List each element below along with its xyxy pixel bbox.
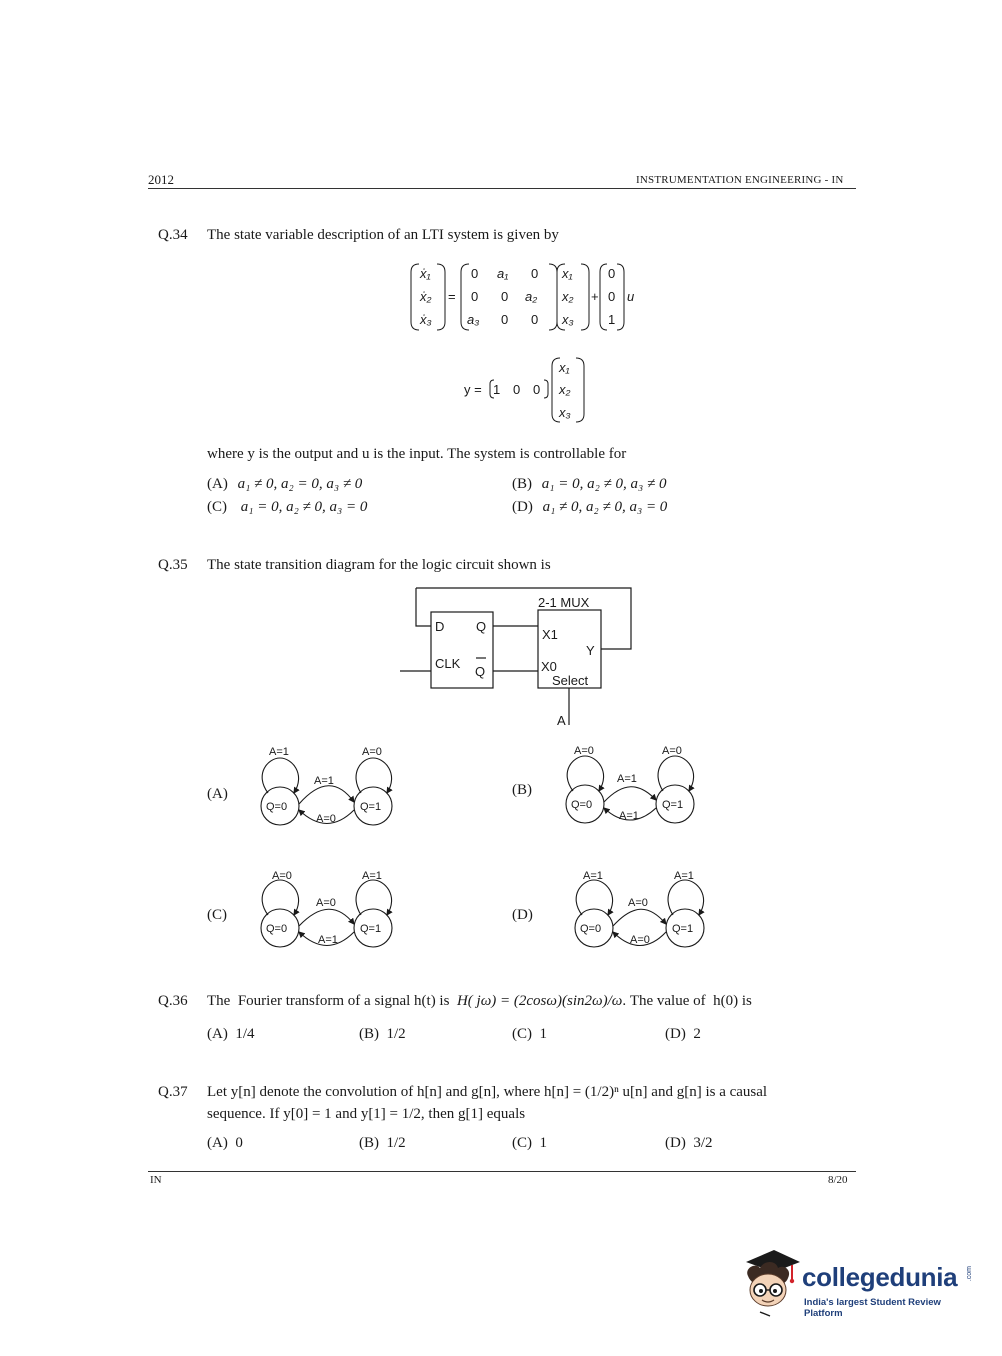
label-s1: Q=1 — [672, 923, 694, 935]
q34-option-c-label: (C) — [207, 499, 227, 515]
label-s1: Q=1 — [360, 923, 382, 935]
q34-option-d-label: (D) — [512, 499, 533, 515]
q35-diagram-a — [250, 742, 410, 834]
label-self1: A=1 — [674, 870, 694, 882]
q34-option-b-label: (B) — [512, 476, 532, 492]
q34-y-lhs: y = — [464, 382, 482, 397]
q34-lhs-3: ẋ₃ — [420, 312, 432, 327]
q34-A-23: a₂ — [525, 289, 538, 304]
label-top: A=0 — [316, 897, 336, 909]
self-loop-q1 — [356, 880, 392, 915]
q34-A-21: 0 — [471, 289, 479, 304]
mux-a-label: A — [557, 713, 566, 728]
q34-yx-1: x₁ — [559, 360, 570, 375]
mux-y-label: Y — [586, 643, 595, 658]
option-text: 3/2 — [693, 1135, 713, 1151]
q34-x-3: x₃ — [562, 312, 574, 327]
q34-option-c-text: a₁ = 0, a₂ ≠ 0, a₃ = 0 — [240, 499, 368, 515]
q36-text-a: The Fourier transform of a signal h(t) is — [207, 993, 450, 1009]
option-label: (D) — [665, 1135, 686, 1151]
d-input-wire — [416, 588, 431, 626]
label-bottom: A=1 — [619, 810, 639, 822]
label-self0: A=0 — [272, 870, 292, 882]
q34-option-d[interactable] — [512, 499, 667, 516]
option-text: 1/2 — [386, 1135, 406, 1151]
q34-state-equation — [405, 260, 645, 336]
label-s0: Q=0 — [266, 801, 288, 813]
q35-diagram-d — [565, 864, 725, 956]
option-text: 1/2 — [386, 1026, 406, 1042]
self-loop-q0 — [576, 880, 612, 915]
q36-text-b: . The value of h(0) is — [622, 993, 752, 1009]
q37-option-d[interactable] — [665, 1135, 713, 1152]
logo-dotcom: .com — [966, 1266, 973, 1282]
footer-code: IN — [150, 1174, 162, 1186]
q35-diagram-c — [250, 864, 410, 956]
q34-A-22: 0 — [501, 289, 509, 304]
transition-top — [299, 909, 354, 926]
q35-logic-circuit — [395, 585, 640, 730]
label-top: A=0 — [628, 897, 648, 909]
q34-A-11: 0 — [471, 266, 479, 281]
q34-B-2: 0 — [608, 289, 616, 304]
q34-number: Q.34 — [158, 227, 188, 243]
collegedunia-logo[interactable] — [740, 1246, 980, 1326]
q36-option-c[interactable] — [512, 1026, 547, 1043]
self-loop-q0 — [567, 756, 603, 791]
option-label: (A) — [207, 1026, 228, 1042]
header-paper-title: INSTRUMENTATION ENGINEERING - IN — [636, 174, 844, 186]
label-self0: A=1 — [583, 870, 603, 882]
label-s0: Q=0 — [266, 923, 288, 935]
self-loop-q1 — [658, 756, 694, 791]
q36-option-b[interactable] — [359, 1026, 406, 1043]
ff-qbar-label: Q — [475, 664, 486, 679]
option-text: 2 — [693, 1026, 701, 1042]
self-loop-q0 — [262, 758, 298, 793]
q34-B-3: 1 — [608, 312, 616, 327]
self-loop-q1 — [356, 758, 392, 793]
q34-option-c[interactable] — [207, 499, 367, 516]
q34-x-2: x₂ — [562, 289, 574, 304]
q34-lhs-2: ẋ₂ — [420, 289, 432, 304]
label-self0: A=1 — [269, 746, 289, 758]
option-text: 0 — [235, 1135, 243, 1151]
q36-number: Q.36 — [158, 993, 188, 1009]
q34-option-a-label: (A) — [207, 476, 228, 492]
q37-option-b[interactable] — [359, 1135, 406, 1152]
option-label: (B) — [359, 1026, 379, 1042]
option-label: (A) — [207, 1135, 228, 1151]
mux-x0-label: X0 — [541, 659, 557, 674]
header-rule — [148, 188, 856, 189]
q34-lhs-1: ẋ₁ — [420, 266, 431, 281]
q34-option-b-text: a₁ = 0, a₂ ≠ 0, a₃ ≠ 0 — [541, 476, 667, 492]
q35-option-c-label[interactable]: (C) — [207, 907, 227, 923]
q34-A-33: 0 — [531, 312, 539, 327]
q34-C-2: 0 — [513, 382, 521, 397]
q34-yx-3: x₃ — [559, 405, 571, 420]
option-label: (C) — [512, 1135, 532, 1151]
q36-formula: H( jω) = (2cosω)(sin2ω)/ω — [456, 993, 623, 1009]
q37-line2: sequence. If y[0] = 1 and y[1] = 1/2, then g[1] equals — [207, 1106, 526, 1122]
q34-A-31: a₃ — [467, 312, 480, 327]
label-bottom: A=0 — [630, 934, 650, 946]
label-s0: Q=0 — [571, 799, 593, 811]
q37-line1: Let y[n] denote the convolution of h[n] and g[n], where h[n] = (1/2)ⁿ u[n] and g[n] is a causal — [207, 1084, 768, 1100]
self-loop-q0 — [262, 880, 298, 915]
ff-clk-label: CLK — [435, 656, 461, 671]
q34-yx-2: x₂ — [559, 382, 571, 397]
q35-diagram-b — [555, 742, 715, 834]
option-label: (B) — [359, 1135, 379, 1151]
q35-option-b-label[interactable]: (B) — [512, 782, 532, 798]
q34-B-1: 0 — [608, 266, 616, 281]
q35-number: Q.35 — [158, 557, 188, 573]
q34-A-12: a₁ — [497, 266, 509, 281]
q34-option-a[interactable] — [207, 476, 362, 493]
mux-title: 2-1 MUX — [538, 595, 590, 610]
label-self1: A=0 — [662, 745, 682, 757]
q35-option-d-label[interactable]: (D) — [512, 907, 533, 923]
q36-option-d[interactable] — [665, 1026, 701, 1043]
q34-option-d-text: a₁ ≠ 0, a₂ ≠ 0, a₃ = 0 — [542, 499, 668, 515]
feedback-wire — [416, 588, 631, 649]
q34-A-32: 0 — [501, 312, 509, 327]
ff-q-label: Q — [476, 619, 487, 634]
q35-option-a-label[interactable]: (A) — [207, 786, 228, 802]
label-bottom: A=0 — [316, 813, 336, 825]
q34-where-text: where y is the output and u is the input. The system is controllable for — [207, 446, 627, 462]
option-text: 1 — [539, 1026, 547, 1042]
q34-option-b[interactable] — [512, 476, 666, 493]
q34-u: u — [627, 289, 635, 304]
label-s1: Q=1 — [360, 801, 382, 813]
q35-text: The state transition diagram for the logic circuit shown is — [207, 557, 551, 573]
self-loop-q1 — [668, 880, 704, 915]
label-self0: A=0 — [574, 745, 594, 757]
q37-option-a[interactable] — [207, 1135, 243, 1152]
q37-number: Q.37 — [158, 1084, 188, 1100]
label-bottom: A=1 — [318, 934, 338, 946]
option-label: (D) — [665, 1026, 686, 1042]
footer-rule — [148, 1171, 856, 1172]
label-top: A=1 — [314, 775, 334, 787]
mascot-icon — [740, 1246, 802, 1318]
q36-option-a[interactable] — [207, 1026, 255, 1043]
q34-output-equation — [460, 356, 600, 426]
header-year: 2012 — [148, 172, 174, 187]
label-self1: A=1 — [362, 870, 382, 882]
option-text: 1 — [539, 1135, 547, 1151]
q36-text — [207, 993, 752, 1010]
option-text: 1/4 — [235, 1026, 255, 1042]
transition-top — [613, 909, 666, 926]
q34-text: The state variable description of an LTI system is given by — [207, 227, 559, 243]
label-top: A=1 — [617, 773, 637, 785]
transition-top — [299, 786, 354, 804]
mux-select-label: Select — [552, 673, 589, 688]
q34-plus: + — [591, 289, 599, 304]
logo-tagline: India's largest Student Review Platform — [804, 1297, 941, 1319]
q34-C-3: 0 — [533, 382, 541, 397]
q34-A-13: 0 — [531, 266, 539, 281]
q34-x-1: x₁ — [562, 266, 573, 281]
transition-top — [604, 787, 656, 802]
mux-x1-label: X1 — [542, 627, 558, 642]
q34-C-1: 1 — [493, 382, 501, 397]
q34-equals: = — [448, 289, 456, 304]
logo-brand-text: collegedunia — [802, 1262, 958, 1292]
ff-d-label: D — [435, 619, 445, 634]
q37-option-c[interactable] — [512, 1135, 547, 1152]
label-self1: A=0 — [362, 746, 382, 758]
label-s1: Q=1 — [662, 799, 684, 811]
q34-option-a-text: a₁ ≠ 0, a₂ = 0, a₃ ≠ 0 — [237, 476, 363, 492]
label-s0: Q=0 — [580, 923, 602, 935]
option-label: (C) — [512, 1026, 532, 1042]
footer-page: 8/20 — [828, 1174, 848, 1186]
logo-brand — [802, 1262, 957, 1293]
